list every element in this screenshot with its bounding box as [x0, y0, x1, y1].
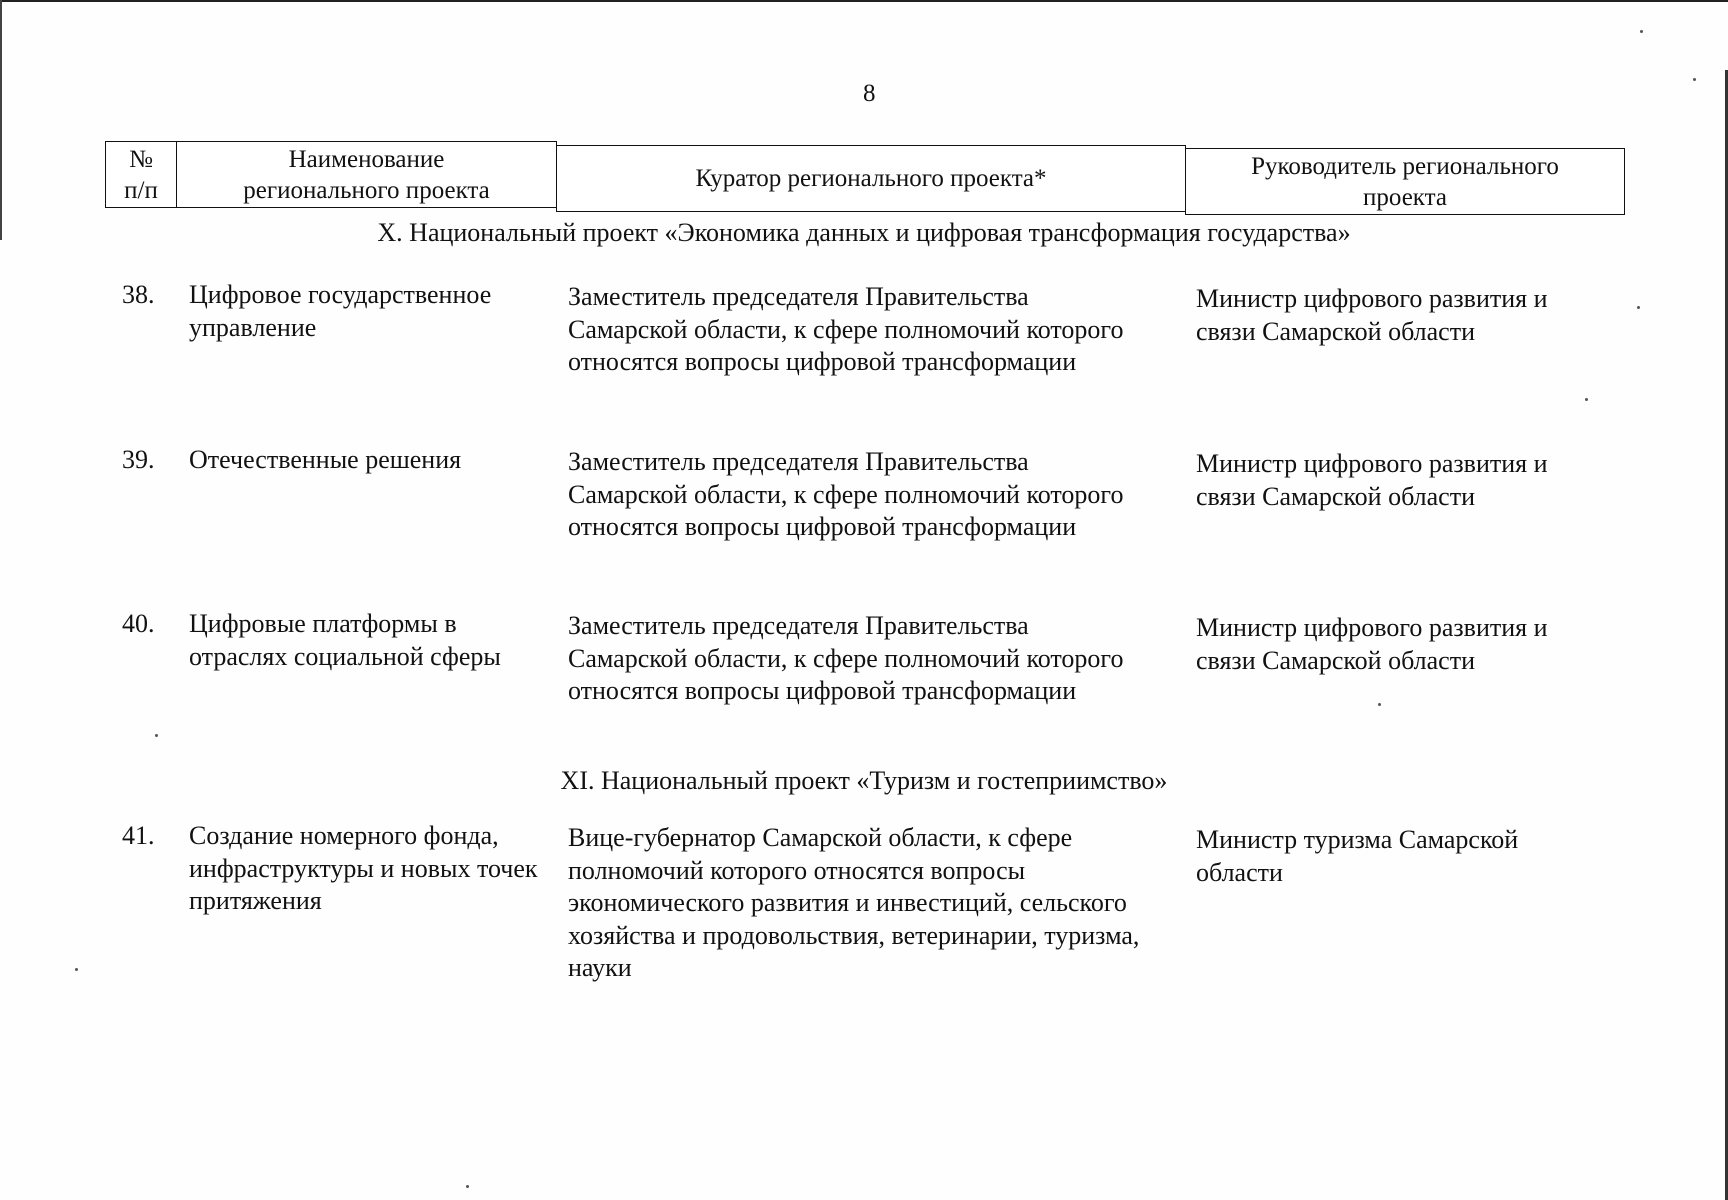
scan-edge-top	[0, 0, 1728, 2]
header-cell-name	[176, 141, 557, 208]
page-number: 8	[863, 80, 876, 107]
section-title-xi: XI. Национальный проект «Туризм и гостеприимство»	[560, 766, 1168, 795]
row-39-number: 39.	[122, 445, 155, 474]
scan-speck	[466, 1185, 469, 1188]
scan-speck	[155, 734, 158, 737]
header-curator-label: Куратор регионального проекта*	[695, 165, 1047, 192]
row-40-head: Министр цифрового развития и связи Самарской области	[1196, 613, 1548, 675]
scan-speck	[75, 968, 78, 971]
header-cell-number	[105, 141, 177, 208]
row-38-curator: Заместитель председателя Правительства Самарской области, к сфере полномочий которого относятся вопросы цифровой трансформации	[568, 282, 1124, 376]
row-38-name: Цифровое государственное управление	[189, 280, 492, 342]
row-41-curator: Вице-губернатор Самарской области, к сфере полномочий которого относятся вопросы экономического развития и инвестиций, сельского хозяйства и продовольствия, ветеринарии, туризма, науки	[568, 823, 1140, 982]
scan-speck	[1640, 30, 1643, 33]
row-39-head: Министр цифрового развития и связи Самарской области	[1196, 449, 1548, 511]
scan-edge-left	[0, 0, 2, 240]
row-39-curator: Заместитель председателя Правительства Самарской области, к сфере полномочий которого относятся вопросы цифровой трансформации	[568, 447, 1124, 541]
row-41-number: 41.	[122, 821, 155, 850]
scan-speck	[1585, 398, 1588, 401]
row-41-head: Министр туризма Самарской области	[1196, 825, 1519, 887]
row-38-head: Министр цифрового развития и связи Самарской области	[1196, 284, 1548, 346]
scan-speck	[1693, 78, 1696, 81]
header-number-label: № п/п	[124, 145, 158, 204]
scan-speck	[1378, 703, 1381, 706]
header-head-label: Руководитель регионального проекта	[1251, 152, 1559, 211]
row-38-number: 38.	[122, 280, 155, 309]
section-title-x: X. Национальный проект «Экономика данных и цифровая трансформация государства»	[377, 218, 1351, 247]
header-cell-head	[1185, 148, 1625, 215]
row-40-curator: Заместитель председателя Правительства Самарской области, к сфере полномочий которого относятся вопросы цифровой трансформации	[568, 611, 1124, 705]
header-name-label: Наименование регионального проекта	[243, 145, 490, 204]
row-41-name: Создание номерного фонда, инфраструктуры и новых точек притяжения	[189, 821, 538, 915]
row-39-name: Отечественные решения	[189, 445, 462, 474]
row-40-number: 40.	[122, 609, 155, 638]
row-40-name: Цифровые платформы в отраслях социальной сферы	[189, 609, 501, 671]
header-cell-curator	[556, 145, 1186, 212]
scan-speck	[1637, 306, 1640, 309]
